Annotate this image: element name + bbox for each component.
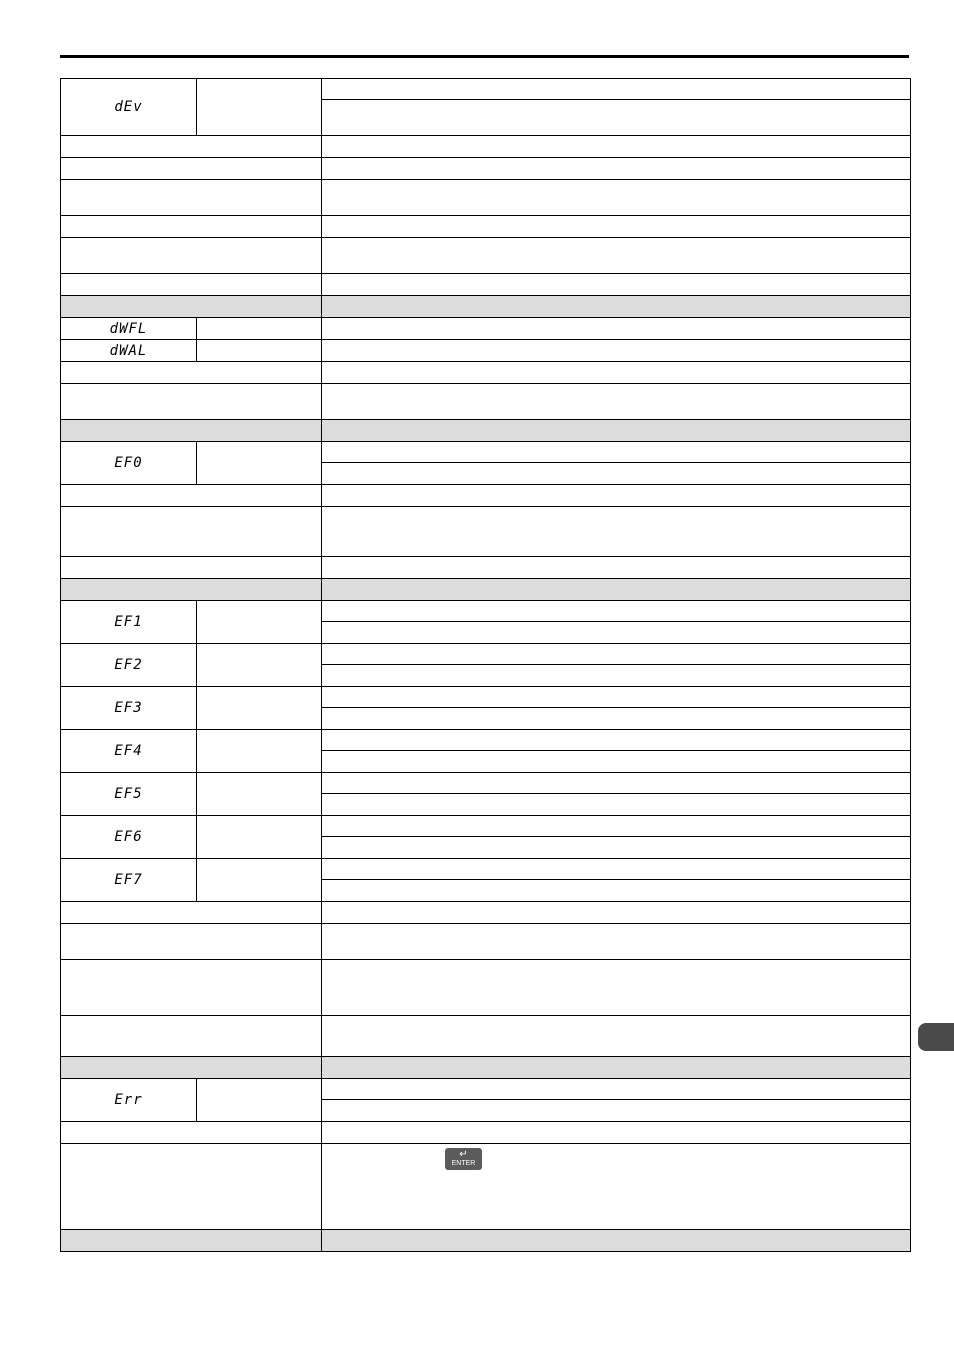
enter-key-icon bbox=[445, 1148, 482, 1170]
fault-desc-cell bbox=[322, 318, 911, 340]
remedy-cell bbox=[322, 274, 911, 296]
fault-name-cell bbox=[197, 318, 322, 340]
fault-desc-cell bbox=[322, 340, 911, 362]
fault-desc-cell bbox=[322, 859, 911, 880]
fault-desc-cell bbox=[322, 794, 911, 816]
header-rule bbox=[60, 55, 909, 58]
remedy-cell bbox=[322, 384, 911, 420]
fault-desc-cell bbox=[322, 730, 911, 751]
fault-code-ef6: EF6 bbox=[61, 816, 197, 859]
fault-code-err: Err bbox=[61, 1079, 197, 1122]
fault-desc-cell bbox=[322, 665, 911, 687]
cause-cell bbox=[61, 136, 322, 158]
section-header-cell bbox=[322, 1230, 911, 1252]
remedy-cell bbox=[322, 902, 911, 924]
cause-cell bbox=[61, 158, 322, 180]
remedy-cell bbox=[322, 1016, 911, 1057]
fault-desc-cell bbox=[322, 880, 911, 902]
enter-arrow-icon: ↵ bbox=[459, 1149, 468, 1160]
cause-cell bbox=[61, 902, 322, 924]
fault-desc-cell bbox=[322, 463, 911, 485]
fault-desc-cell bbox=[322, 773, 911, 794]
fault-code-ef1: EF1 bbox=[61, 601, 197, 644]
section-header-cell bbox=[61, 579, 322, 601]
cause-cell bbox=[61, 1122, 322, 1144]
fault-desc-cell bbox=[322, 601, 911, 622]
fault-name-cell bbox=[197, 859, 322, 902]
fault-code-dev: dEv bbox=[61, 79, 197, 136]
fault-name-cell bbox=[197, 601, 322, 644]
fault-name-cell bbox=[197, 730, 322, 773]
fault-desc-cell bbox=[322, 100, 911, 136]
fault-code-ef7: EF7 bbox=[61, 859, 197, 902]
fault-desc-cell bbox=[322, 1079, 911, 1100]
section-header-cell bbox=[322, 1057, 911, 1079]
chapter-tab bbox=[918, 1023, 954, 1051]
fault-name-cell bbox=[197, 1079, 322, 1122]
section-header-cell bbox=[61, 420, 322, 442]
fault-name-cell bbox=[197, 442, 322, 485]
fault-code-ef4: EF4 bbox=[61, 730, 197, 773]
cause-cell bbox=[61, 384, 322, 420]
cause-cell bbox=[61, 507, 322, 557]
remedy-cell bbox=[322, 924, 911, 960]
section-header-cell bbox=[322, 579, 911, 601]
fault-desc-cell bbox=[322, 687, 911, 708]
fault-name-cell bbox=[197, 773, 322, 816]
fault-code-ef5: EF5 bbox=[61, 773, 197, 816]
remedy-cell bbox=[322, 1144, 911, 1230]
remedy-cell bbox=[322, 238, 911, 274]
section-header-cell bbox=[61, 1057, 322, 1079]
fault-code-ef2: EF2 bbox=[61, 644, 197, 687]
cause-cell bbox=[61, 960, 322, 1016]
fault-desc-cell bbox=[322, 442, 911, 463]
cause-cell bbox=[61, 216, 322, 238]
fault-name-cell bbox=[197, 687, 322, 730]
remedy-cell bbox=[322, 158, 911, 180]
section-header-cell bbox=[61, 296, 322, 318]
section-header-cell bbox=[61, 1230, 322, 1252]
remedy-cell bbox=[322, 507, 911, 557]
fault-desc-cell bbox=[322, 837, 911, 859]
fault-desc-cell bbox=[322, 751, 911, 773]
enter-key-label: ENTER bbox=[451, 1160, 476, 1167]
cause-cell bbox=[61, 557, 322, 579]
cause-cell bbox=[61, 238, 322, 274]
cause-cell bbox=[61, 180, 322, 216]
fault-code-dwfl: dWFL bbox=[61, 318, 197, 340]
fault-desc-cell bbox=[322, 644, 911, 665]
fault-name-cell bbox=[197, 644, 322, 687]
cause-cell bbox=[61, 362, 322, 384]
cause-cell bbox=[61, 485, 322, 507]
section-header-cell bbox=[322, 296, 911, 318]
cause-cell bbox=[61, 1144, 322, 1230]
fault-desc-cell bbox=[322, 622, 911, 644]
remedy-cell bbox=[322, 362, 911, 384]
remedy-cell bbox=[322, 960, 911, 1016]
fault-name-cell bbox=[197, 816, 322, 859]
fault-code-ef0: EF0 bbox=[61, 442, 197, 485]
fault-table bbox=[60, 78, 911, 1252]
fault-desc-cell bbox=[322, 79, 911, 100]
cause-cell bbox=[61, 924, 322, 960]
section-header-cell bbox=[322, 420, 911, 442]
remedy-cell bbox=[322, 136, 911, 158]
remedy-cell bbox=[322, 216, 911, 238]
cause-cell bbox=[61, 274, 322, 296]
remedy-cell bbox=[322, 1122, 911, 1144]
fault-desc-cell bbox=[322, 1100, 911, 1122]
fault-name-cell bbox=[197, 340, 322, 362]
remedy-cell bbox=[322, 485, 911, 507]
cause-cell bbox=[61, 1016, 322, 1057]
fault-code-dwal: dWAL bbox=[61, 340, 197, 362]
fault-desc-cell bbox=[322, 708, 911, 730]
fault-name-cell bbox=[197, 79, 322, 136]
remedy-cell bbox=[322, 557, 911, 579]
remedy-cell bbox=[322, 180, 911, 216]
fault-code-ef3: EF3 bbox=[61, 687, 197, 730]
fault-desc-cell bbox=[322, 816, 911, 837]
